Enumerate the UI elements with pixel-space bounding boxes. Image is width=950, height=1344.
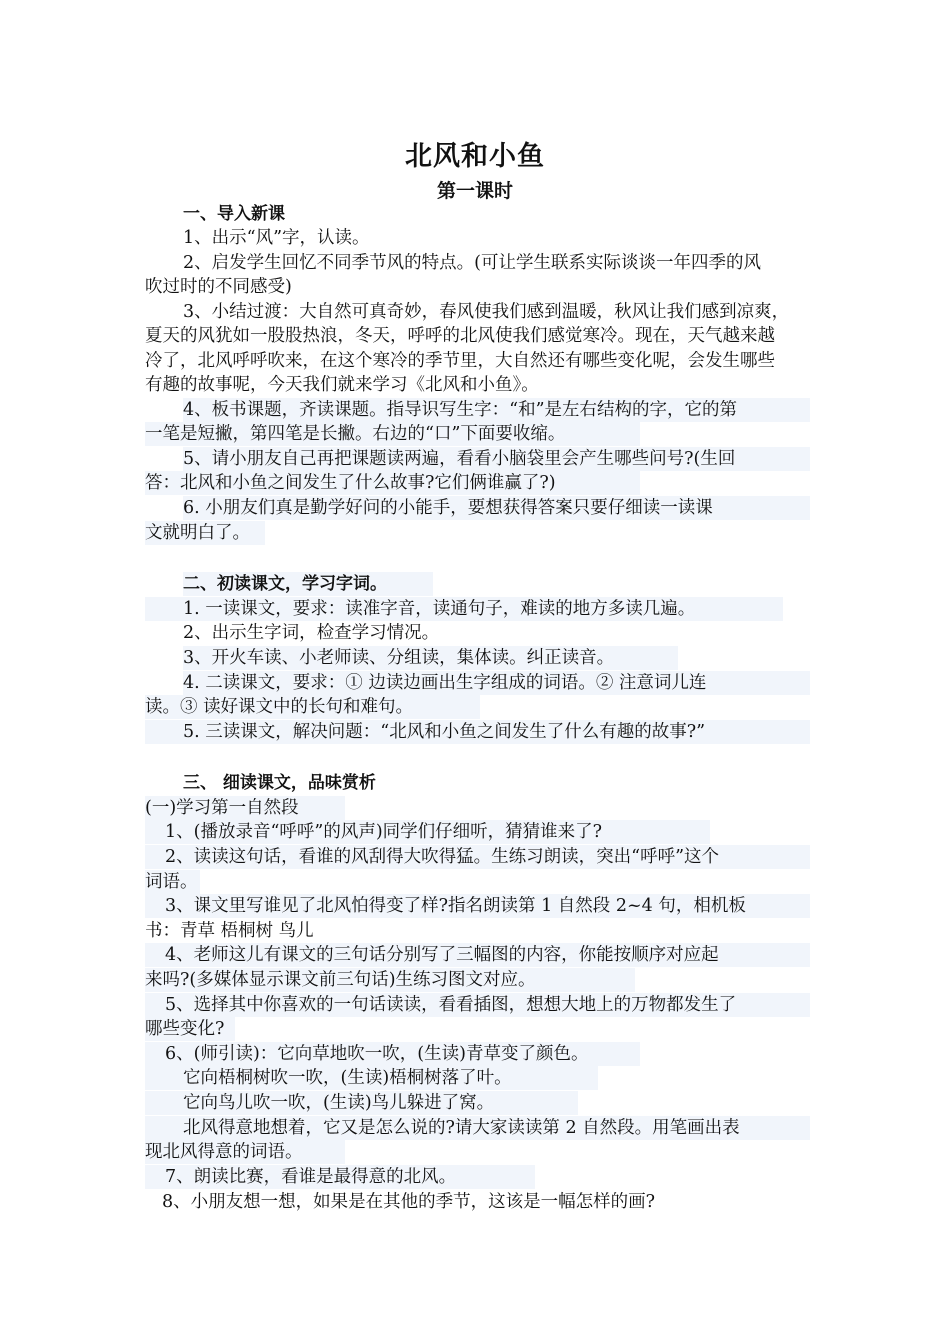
- paragraph-line: 它向梧桐树吹一吹，(生读)梧桐树落了叶。: [145, 1066, 598, 1090]
- subsection-heading: (一)学习第一自然段: [145, 796, 345, 820]
- paragraph-line: 冷了，北风呼呼吹来，在这个寒冷的季节里，大自然还有哪些变化呢，会发生哪些: [145, 351, 775, 371]
- paragraph-line: 1、(播放录音“呼呼”的风声)同学们仔细听，猜猜谁来了?: [145, 820, 710, 844]
- paragraph-line: 一笔是短撇，第四笔是长撇。右边的“口”下面要收缩。: [145, 422, 640, 446]
- paragraph-line: 4、板书课题，齐读课题。指导识写生字：“和”是左右结构的字，它的第: [183, 398, 810, 422]
- paragraph-line: 6. 小朋友们真是勤学好问的小能手，要想获得答案只要仔细读一读课: [183, 496, 810, 520]
- paragraph-line: 3、开火车读、小老师读、分组读，集体读。纠正读音。: [183, 646, 678, 670]
- paragraph-line: 5、选择其中你喜欢的一句话读读，看看插图，想想大地上的万物都发生了: [145, 993, 810, 1017]
- paragraph-line: 吹过时的不同感受): [145, 277, 292, 297]
- section-heading-3: 三、 细读课文，品味赏析: [183, 773, 376, 793]
- paragraph-line: 来吗?(多媒体显示课文前三句话)生练习图文对应。: [145, 968, 635, 992]
- paragraph-line: 2、启发学生回忆不同季节风的特点。(可让学生联系实际谈谈一年四季的风: [183, 253, 761, 273]
- paragraph-line: 5. 三读课文，解决问题：“北风和小鱼之间发生了什么有趣的故事?”: [145, 720, 810, 744]
- paragraph-line: 哪些变化?: [145, 1017, 235, 1041]
- paragraph-line: 5、请小朋友自己再把课题读两遍，看看小脑袋里会产生哪些问号?(生回: [183, 447, 810, 471]
- paragraph-line: 4、老师这儿有课文的三句话分别写了三幅图的内容，你能按顺序对应起: [145, 943, 810, 967]
- section-heading-2: 二、初读课文，学习字词。: [183, 572, 433, 596]
- paragraph-line: 有趣的故事呢，今天我们就来学习《北风和小鱼》。: [145, 375, 539, 395]
- section-heading-1: 一、导入新课: [183, 204, 285, 224]
- paragraph-line: 它向鸟儿吹一吹，(生读)鸟儿躲进了窝。: [145, 1091, 578, 1115]
- paragraph-line: 书：青草 梧桐树 鸟儿: [145, 921, 314, 941]
- paragraph-line: 7、朗读比赛，看谁是最得意的北风。: [145, 1165, 535, 1189]
- paragraph-line: 读。③ 读好课文中的长句和难句。: [145, 695, 480, 719]
- paragraph-line: 词语。: [145, 870, 200, 894]
- paragraph-line: 4. 二读课文，要求：① 边读边画出生字组成的词语。② 注意词儿连: [183, 671, 810, 695]
- paragraph-line: 答：北风和小鱼之间发生了什么故事?它们俩谁赢了?): [145, 471, 640, 495]
- paragraph-line: 文就明白了。: [145, 521, 265, 545]
- paragraph-line: 1. 一读课文，要求：读准字音，读通句子，难读的地方多读几遍。: [145, 597, 783, 621]
- paragraph-line: 6、(师引读)：它向草地吹一吹，(生读)青草变了颜色。: [145, 1042, 640, 1066]
- paragraph-line: 3、小结过渡：大自然可真奇妙，春风使我们感到温暖，秋风让我们感到凉爽，: [183, 302, 790, 322]
- paragraph-line: 北风得意地想着，它又是怎么说的?请大家读读第 2 自然段。用笔画出表: [145, 1116, 810, 1140]
- paragraph-line: 夏天的风犹如一股股热浪，冬天，呼呼的北风使我们感觉寒冷。现在，天气越来越: [145, 326, 775, 346]
- paragraph-line: 现北风得意的词语。: [145, 1140, 345, 1164]
- paragraph-line: 1、出示“风”字，认读。: [183, 228, 370, 248]
- paragraph-line: 8、小朋友想一想，如果是在其他的季节，这该是一幅怎样的画?: [162, 1192, 656, 1212]
- lesson-subtitle: 第一课时: [436, 180, 513, 202]
- paragraph-line: 2、读读这句话，看谁的风刮得大吹得猛。生练习朗读，突出“呼呼”这个: [145, 845, 810, 869]
- paragraph-line: 3、课文里写谁见了北风怕得变了样?指名朗读第 1 自然段 2~4 句，相机板: [145, 894, 810, 918]
- paragraph-line: 2、出示生字词，检查学习情况。: [183, 623, 440, 643]
- page-title: 北风和小鱼: [405, 141, 545, 172]
